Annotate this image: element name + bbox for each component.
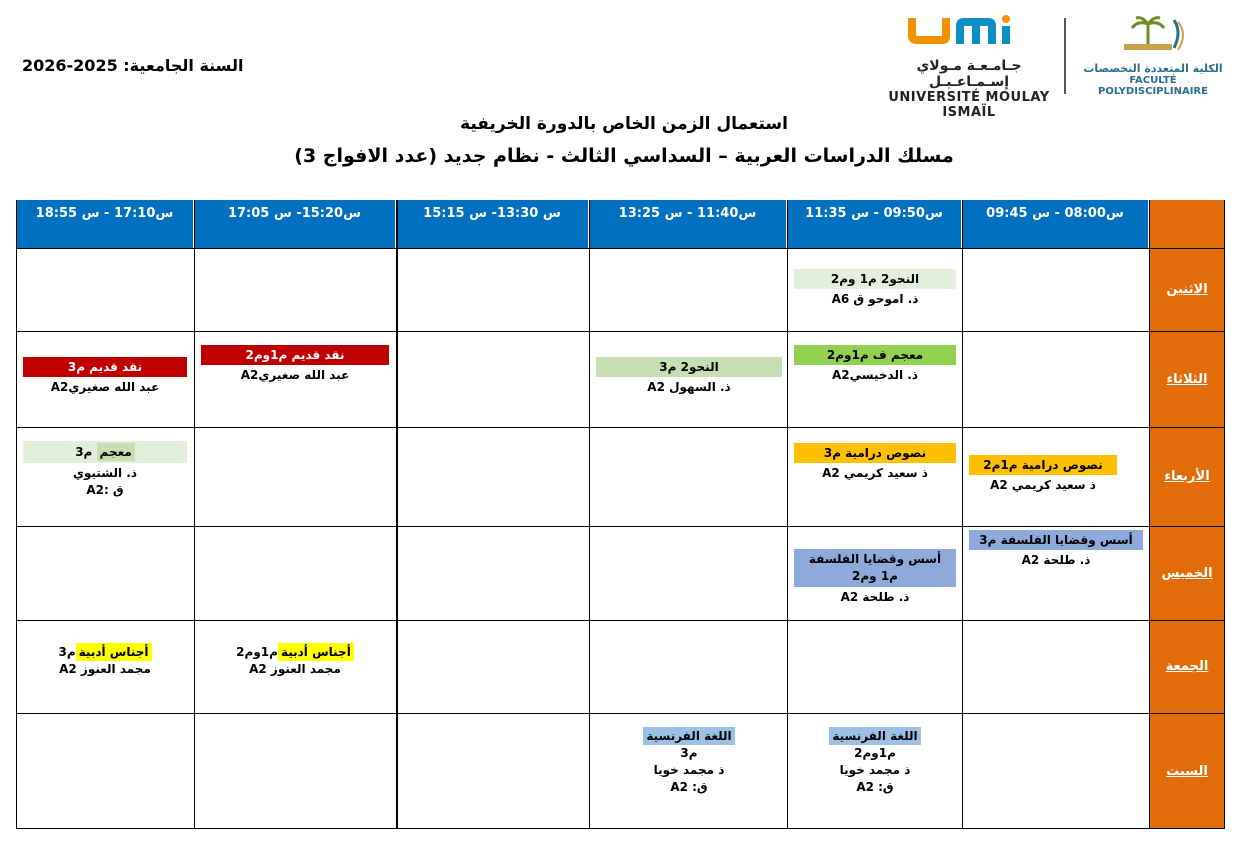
- teacher-label: مجمد العنوز A2: [249, 662, 341, 676]
- entry-tue-s5: [201, 345, 389, 384]
- teacher-label: ذ سعيد كريمي A2: [822, 466, 928, 480]
- grid-line: [16, 331, 1225, 332]
- entry-thu-s1: [969, 530, 1143, 569]
- entry-thu-s2: [794, 549, 956, 606]
- entry-wed-s2: [794, 443, 956, 482]
- grid-line: [16, 248, 1225, 249]
- course-name: أجناس أدبية: [278, 643, 354, 661]
- day-monday: الاثنين: [1149, 248, 1225, 331]
- logo-divider: [1064, 18, 1066, 94]
- grid-line: [962, 200, 963, 829]
- entry-wed-s1: [969, 455, 1117, 494]
- grid-line: [16, 828, 1225, 829]
- entry-sat-s3: [596, 727, 782, 796]
- grid-line: [16, 713, 1225, 714]
- timetable-title: استعمال الزمن الخاص بالدورة الخريفية: [460, 114, 788, 134]
- teacher-label: ذ. طلحة A2: [840, 590, 910, 604]
- time-slot-1: س08:00 - س 09:45: [962, 200, 1149, 248]
- grid-line: [1224, 200, 1225, 829]
- grid-line: [194, 200, 195, 829]
- grid-line: [16, 427, 1225, 428]
- course-label: اللغة الفرنسية: [794, 727, 956, 745]
- room-label: ق :A2: [86, 483, 124, 497]
- course-label: أسس وقضايا الفلسفة م3: [969, 530, 1143, 550]
- teacher-label: عبد الله صغيريA2: [50, 380, 160, 394]
- day-wednesday: الأربعاء: [1149, 427, 1225, 526]
- academic-year: السنة الجامعية: 2025-2026: [22, 56, 244, 75]
- teacher-label: ذ. طلحة A2: [1021, 553, 1091, 567]
- course-label: اللغة الفرنسية: [596, 727, 782, 745]
- time-slot-6: س17:10 - س 18:55: [16, 200, 194, 248]
- timetable: [16, 200, 1225, 829]
- room-label: ق: A2: [856, 780, 894, 794]
- time-slot-3: س11:40 - س 13:25: [589, 200, 787, 248]
- grid-line: [16, 620, 1225, 621]
- course-label: نقد قديم م3: [23, 357, 187, 377]
- course-label: نصوص درامية م3: [794, 443, 956, 463]
- course-label: معجم ف م1وم2: [794, 345, 956, 365]
- entry-tue-s2: [794, 345, 956, 384]
- day-thursday: الخميس: [1149, 526, 1225, 620]
- course-label: [23, 643, 187, 661]
- course-groups: م3: [58, 645, 76, 659]
- fp-logo: [1078, 14, 1228, 96]
- umi-french-name: UNIVERSITÉ MOULAY ISMAÏL: [888, 90, 1050, 120]
- course-label: أسس وقضايا الفلسفة م1 وم2: [794, 549, 956, 587]
- umi-arabic-name: جـامـعـة مـولاي إسـمـاعـيـل: [916, 58, 1022, 90]
- course-label: النحو2 م1 وم2: [794, 269, 956, 289]
- time-slot-5: س15:20- س 17:05: [194, 200, 396, 248]
- teacher-label: ذ. الشتيوي: [72, 466, 138, 480]
- entry-sat-s2: [794, 727, 956, 796]
- course-groups: م1وم2: [236, 645, 278, 659]
- course-label: النحو2 م3: [596, 357, 782, 377]
- teacher-label: ذ. الدخيسيA2: [832, 368, 918, 382]
- teacher-label: ذ مجمد خويا: [839, 763, 911, 777]
- teacher-label: ذ. اموحو ق A6: [831, 292, 919, 306]
- course-groups: م3: [75, 445, 93, 459]
- day-tuesday: الثلاثاء: [1149, 331, 1225, 427]
- course-label: نقد قديم م1وم2: [201, 345, 389, 365]
- time-slot-4: س 13:30- س 15:15: [396, 200, 589, 248]
- umi-logo-mark: [884, 14, 1054, 54]
- entry-tue-s6: [23, 357, 187, 396]
- grid-line: [16, 200, 17, 829]
- room-label: ق: A2: [670, 780, 708, 794]
- teacher-label: عبد الله صغيريA2: [240, 368, 350, 382]
- entry-fri-s5: [201, 643, 389, 678]
- course-name: معجم: [97, 443, 135, 461]
- fp-arabic-name: الكلية المتعددة التخصصات: [1083, 62, 1223, 75]
- day-saturday: السبت: [1149, 713, 1225, 829]
- entry-tue-s3: [596, 357, 782, 396]
- groups-label: م1وم2: [854, 746, 896, 760]
- teacher-label: ذ مجمد خويا: [653, 763, 725, 777]
- entry-mon-s2: [794, 269, 956, 308]
- grid-line: [1149, 200, 1150, 829]
- grid-line: [589, 200, 590, 829]
- grid-line: [396, 200, 398, 829]
- teacher-label: مجمد العنوز A2: [59, 662, 151, 676]
- day-friday: الجمعة: [1149, 620, 1225, 713]
- course-label: [201, 643, 389, 661]
- course-name: أجناس أدبية: [76, 643, 152, 661]
- timetable-subtitle: مسلك الدراسات العربية – السداسي الثالث - نظام جديد (عدد الافواج 3): [294, 145, 954, 167]
- header-corner: [1149, 200, 1225, 248]
- grid-line: [16, 526, 1225, 527]
- fp-logo-mark: [1078, 14, 1228, 58]
- time-slot-2: س09:50 - س 11:35: [787, 200, 962, 248]
- course-label: [23, 441, 187, 463]
- groups-label: م3: [680, 746, 698, 760]
- grid-line: [787, 200, 788, 829]
- teacher-label: ذ سعيد كريمي A2: [990, 478, 1096, 492]
- entry-wed-s6: [23, 441, 187, 499]
- teacher-label: ذ. السهول A2: [647, 380, 731, 394]
- course-label: نصوص درامية م1م2: [969, 455, 1117, 475]
- entry-fri-s6: [23, 643, 187, 678]
- fp-french-name: FACULTÉ POLYDISCIPLINAIRE: [1098, 75, 1208, 97]
- umi-logo: [884, 14, 1054, 120]
